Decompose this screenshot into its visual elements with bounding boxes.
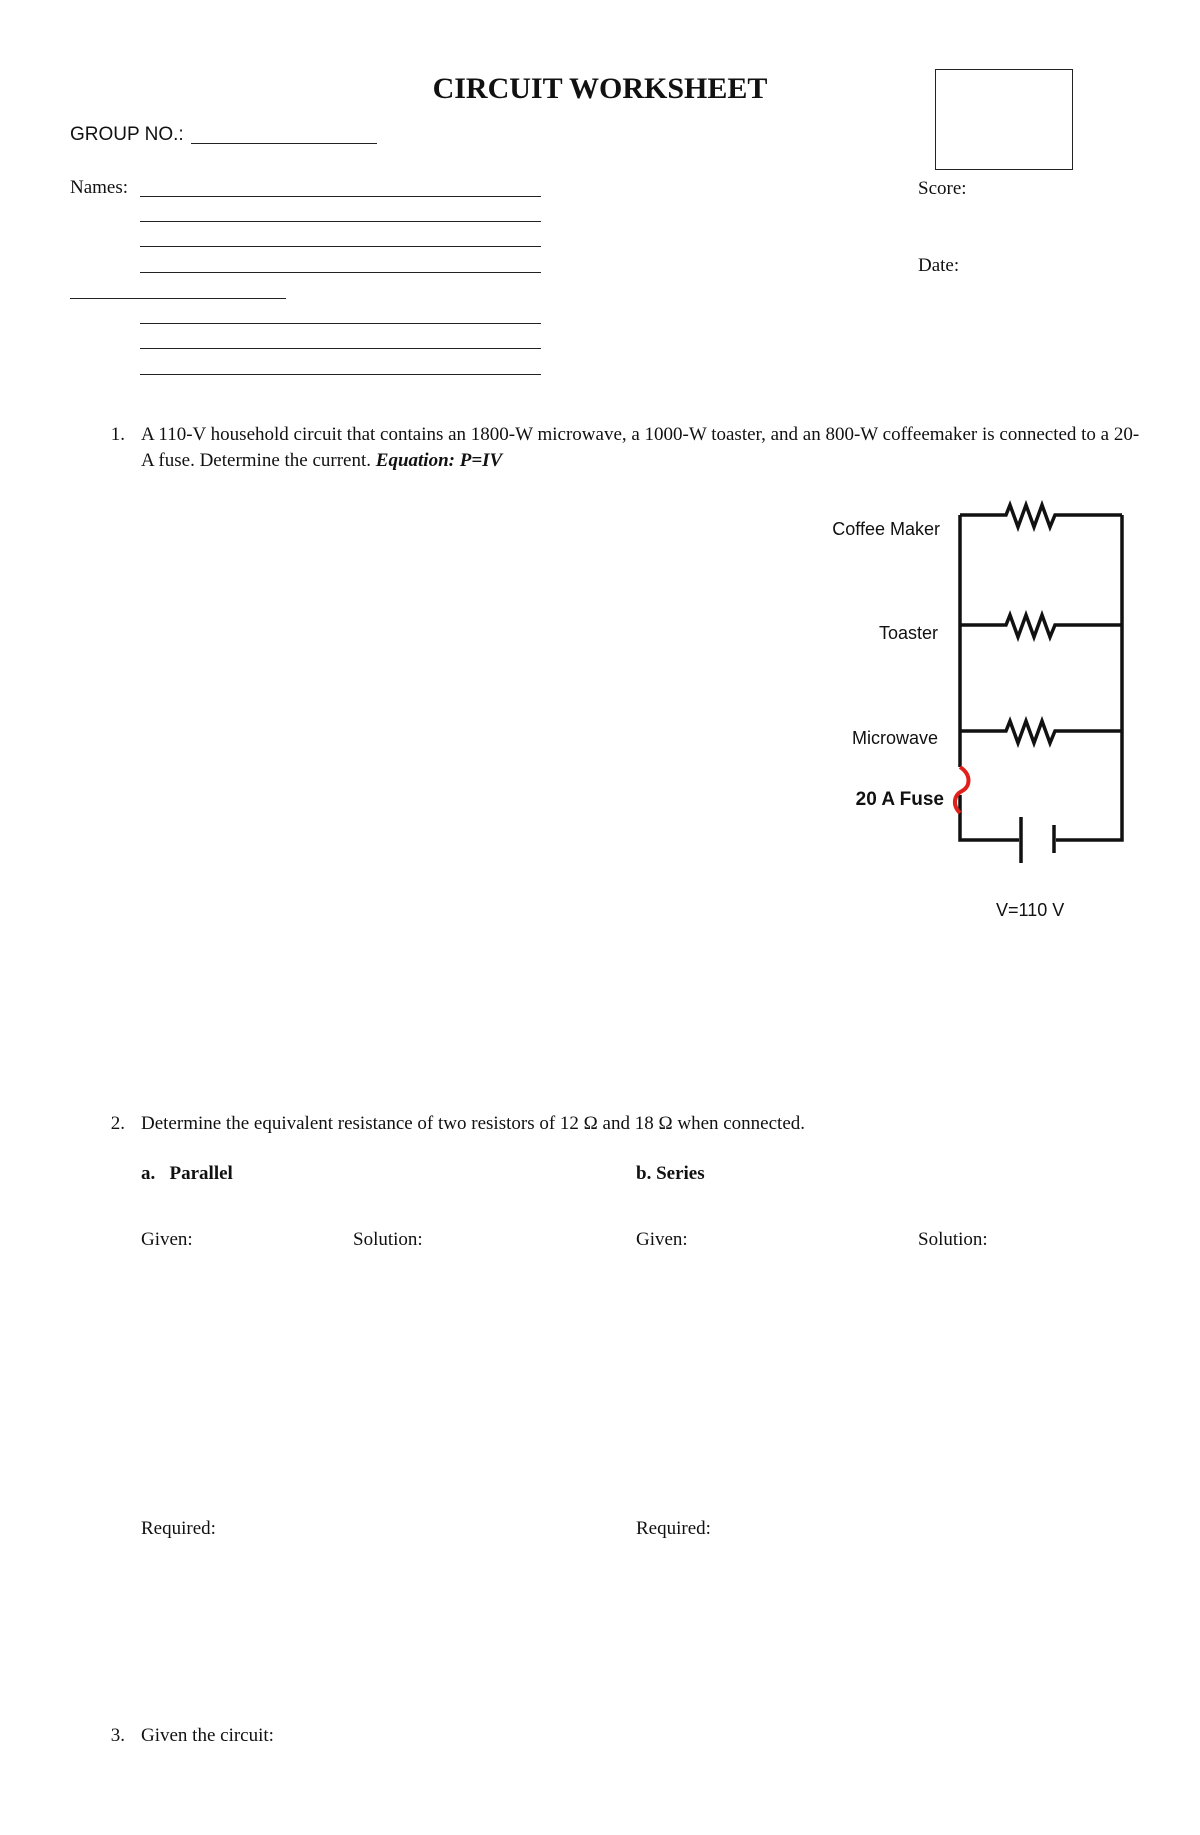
name-line[interactable]: [140, 221, 541, 222]
resistor-toaster: [960, 615, 1122, 637]
q2-text: Determine the equivalent resistance of two resistors of 12 Ω and 18 Ω when connected.: [141, 1113, 806, 1134]
q1-number: 1.: [110, 424, 125, 445]
label-toaster: Toaster: [878, 623, 938, 643]
names-label: Names:: [70, 177, 129, 198]
q2-part-a: a. Parallel: [141, 1163, 233, 1184]
name-line[interactable]: [140, 272, 541, 273]
worksheet-title: CIRCUIT WORKSHEET: [432, 72, 768, 105]
name-line[interactable]: [140, 196, 541, 197]
date-label: Date:: [918, 255, 960, 276]
score-label: Score:: [918, 178, 967, 199]
name-line[interactable]: [140, 374, 541, 375]
name-line[interactable]: [140, 348, 541, 349]
label-fuse: 20 A Fuse: [855, 789, 944, 810]
name-line[interactable]: [140, 246, 541, 247]
group-line[interactable]: [191, 143, 377, 144]
circuit-diagram: [940, 495, 1140, 875]
q3-number: 3.: [110, 1725, 125, 1746]
label-microwave: Microwave: [851, 728, 938, 748]
q2-number: 2.: [110, 1113, 125, 1134]
score-box: [935, 69, 1073, 170]
label-coffee-maker: Coffee Maker: [832, 519, 940, 539]
q2a-required-label: Required:: [141, 1518, 216, 1539]
q2b-required-label: Required:: [636, 1518, 711, 1539]
q1-text: [141, 422, 1141, 474]
group-label: GROUP NO.:: [70, 124, 184, 145]
q1-question: A 110-V household circuit that contains an 1800-W microwave, a 1000-W toaster, and an 800-W coffeemaker is connected to a 20-A fuse. Determine the current.: [141, 424, 1140, 471]
resistor-microwave: [960, 721, 1122, 743]
q2b-solution-label: Solution:: [918, 1229, 988, 1250]
name-line[interactable]: [140, 323, 541, 324]
q2a-given-label: Given:: [141, 1229, 193, 1250]
q2-part-b: b. Series: [636, 1163, 705, 1184]
q2a-solution-label: Solution:: [353, 1229, 423, 1250]
q1-equation: Equation: P=IV: [375, 450, 503, 471]
resistor-coffee-maker: [960, 505, 1122, 527]
wire-left-lower: [960, 795, 1019, 840]
stray-line: [70, 298, 286, 299]
q2b-given-label: Given:: [636, 1229, 688, 1250]
wire-right: [1056, 515, 1122, 840]
q3-text: Given the circuit:: [141, 1725, 274, 1746]
label-voltage: V=110 V: [996, 900, 1065, 920]
